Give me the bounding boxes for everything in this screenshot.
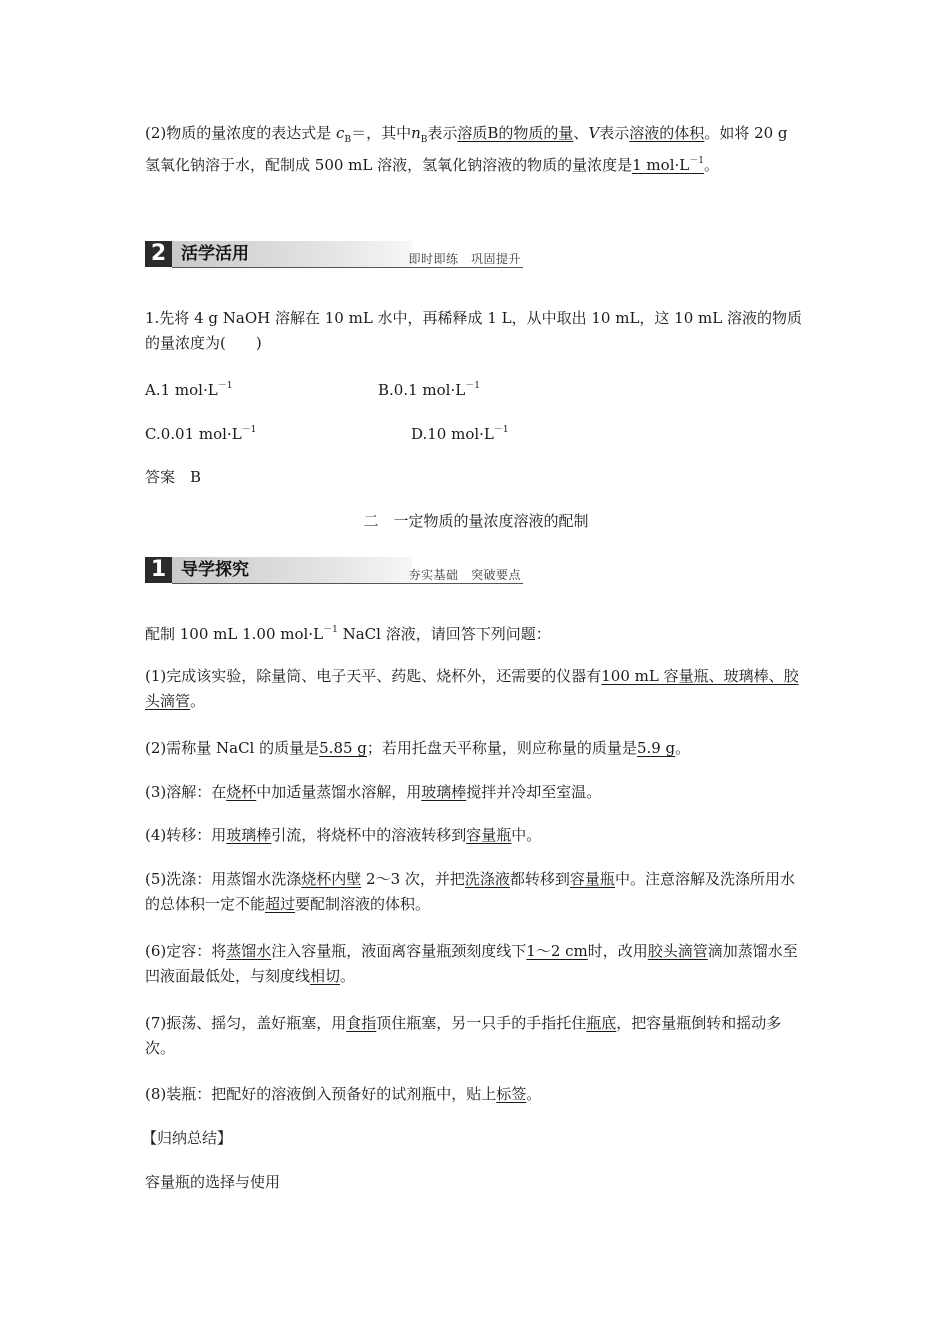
option-a: A.1 $mol\cdot L^{-1}$ xyxy=(145,381,233,399)
answer-blank: 超过 xyxy=(265,895,296,913)
intro-paragraph: (2)物质的量浓度的表达式是 $c_B=$，其中$n_B$表示溶质B的物质的量、V表示溶液的体积。如将 20 g 氢氧化钠溶于水，配制成 500 mL 溶液，氢氧化钠溶液的物质的量浓度是1 $mol\cdot L^{-1}$。 xyxy=(145,124,788,174)
answer-blank: 容量瓶 xyxy=(569,870,615,888)
question-1: 1.先将 4 g NaOH 溶解在 10 mL 水中，再稀释成 1 L，从中取出 10 mL，这 10 mL 溶液的物质的量浓度为( ) xyxy=(145,309,802,352)
answer-blank: 玻璃棒 xyxy=(226,826,272,844)
banner-number: 1 xyxy=(145,557,172,583)
answer-blank: 溶质B的物质的量 xyxy=(457,124,574,142)
section-banner-practice xyxy=(145,241,523,271)
answer-blank: 烧杯 xyxy=(226,783,257,801)
answer-blank: 容量瓶 xyxy=(466,826,512,844)
option-d: D.10 $mol\cdot L^{-1}$ xyxy=(411,425,509,443)
answer-blank: 烧杯内壁 xyxy=(301,870,362,888)
step-4: (4)转移：用玻璃棒引流，将烧杯中的溶液转移到容量瓶中。 xyxy=(145,826,542,844)
answer-blank: 蒸馏水 xyxy=(226,942,272,960)
answer-blank: 胶头滴管 xyxy=(647,942,708,960)
answer-blank: 洗涤液 xyxy=(464,870,510,888)
answer-line: 答案 B xyxy=(145,468,202,486)
answer-blank: 溶液的体积 xyxy=(629,124,705,142)
banner-subtitle: 夯实基础 突破要点 xyxy=(408,568,521,582)
answer-blank: 玻璃棒 xyxy=(421,783,467,801)
step-5: (5)洗涤：用蒸馏水洗涤烧杯内壁 2～3 次，并把洗涤液都转移到容量瓶中。注意溶解及洗涤所用水的总体积一定不能超过要配制溶液的体积。 xyxy=(145,870,795,913)
answer-blank: 5.9 g xyxy=(636,739,676,757)
banner-title: 导学探究 xyxy=(181,560,249,580)
summary-heading: 【归纳总结】 xyxy=(142,1129,233,1147)
step-6: (6)定容：将蒸馏水注入容量瓶，液面离容量瓶颈刻度线下1～2 cm时，改用胶头滴管滴加蒸馏水至凹液面最低处，与刻度线相切。 xyxy=(145,942,798,985)
step-1: (1)完成该实验，除量筒、电子天平、药匙、烧杯外，还需要的仪器有100 mL 容量瓶、玻璃棒、胶头滴管。 xyxy=(145,667,799,710)
option-c: C.0.01 $mol\cdot L^{-1}$ xyxy=(145,425,257,443)
prep-intro: 配制 100 mL 1.00 $mol\cdot L^{-1}$ NaCl 溶液，请回答下列问题： xyxy=(145,625,551,643)
step-2: (2)需称量 NaCl 的质量是5.85 g；若用托盘天平称量，则应称量的质量是5.9 g。 xyxy=(145,739,691,757)
banner-subtitle: 即时即练 巩固提升 xyxy=(408,252,521,266)
answer-blank: 100 mL 容量瓶、玻璃棒、胶头滴管 xyxy=(145,667,799,710)
answer-blank: 瓶底 xyxy=(586,1014,617,1032)
answer-blank: 1～2 cm xyxy=(526,942,588,960)
answer-blank: 标签 xyxy=(496,1085,527,1103)
summary-line: 容量瓶的选择与使用 xyxy=(145,1173,281,1191)
banner-number: 2 xyxy=(145,241,172,267)
banner-title: 活学活用 xyxy=(181,244,249,264)
answer-blank: 1 $mol\cdot L^{-1}$ xyxy=(632,156,704,174)
answer-blank: 相切 xyxy=(310,967,341,985)
step-3: (3)溶解：在烧杯中加适量蒸馏水溶解，用玻璃棒搅拌并冷却至室温。 xyxy=(145,783,602,801)
answer-blank: 食指 xyxy=(346,1014,377,1032)
option-b: B.0.1 $mol\cdot L^{-1}$ xyxy=(378,381,480,399)
section-title: 二 一定物质的量浓度溶液的配制 xyxy=(363,512,589,530)
section-banner-guide xyxy=(145,557,523,587)
answer-blank: 5.85 g xyxy=(319,739,367,757)
step-8: (8)装瓶：把配好的溶液倒入预备好的试剂瓶中，贴上标签。 xyxy=(145,1085,542,1103)
step-7: (7)振荡、摇匀，盖好瓶塞，用食指顶住瓶塞，另一只手的手指托住瓶底，把容量瓶倒转和摇动多次。 xyxy=(145,1014,782,1057)
